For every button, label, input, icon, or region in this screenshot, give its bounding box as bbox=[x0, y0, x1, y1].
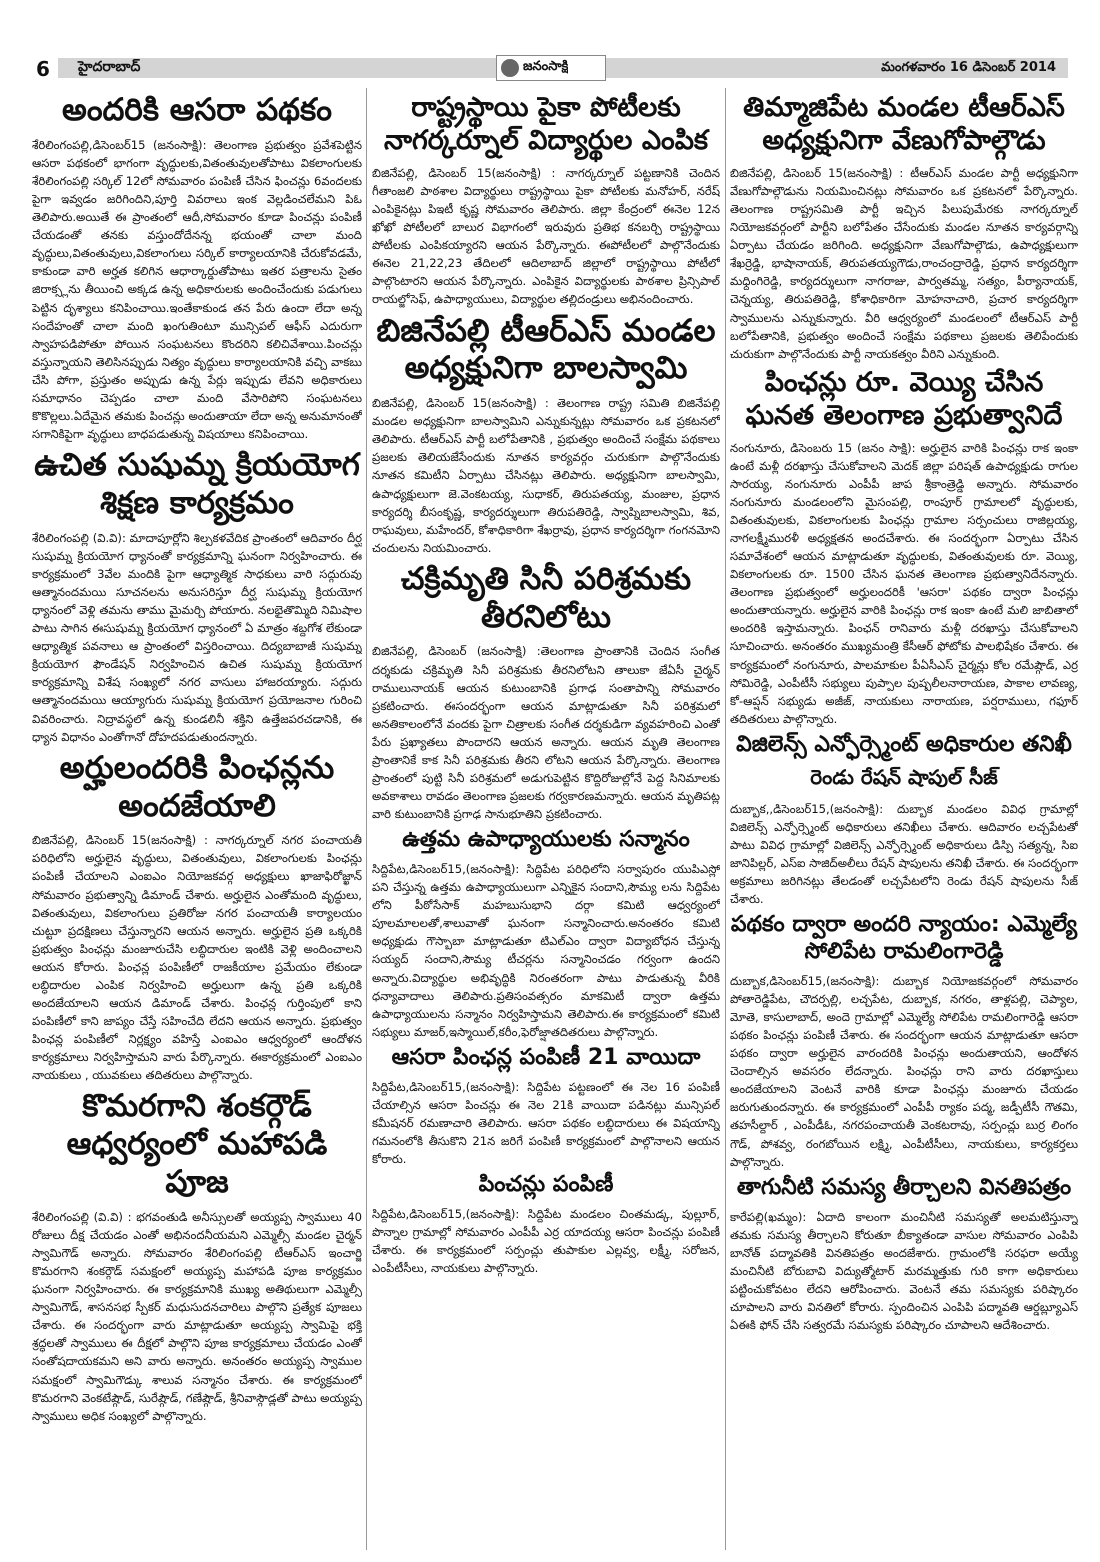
article-body: బిజినేపల్లి, డిసెంబర్ 15(జనంసాక్షి) : టీఆర్ఎస్ మండల పార్టీ అధ్యక్షునిగా వేణుగోపాల్గౌడును నియమించినట్లు సోమవారం ఒక ప్రకటనలో పేర్కొన్నారు. తెలంగాణ రాష్ట్రసమితి పార్టీ ఇచ్చిన పిలుపుమేరకు నాగర్కర్నూల్ నియోజకవర్గంలో పార్టీని బలోపేతం చేసేందుకు మండల నూతన కార్యవర్గాన్ని ఏర్పాటు చేయడం జరిగింది. అధ్యక్షునిగా వేణుగోపాల్గౌడు, ఉపాధ్యక్షులుగా శేఖర్రెడ్డి, భాషానాయక్, తిరుపతయ్యగౌడు,రాంచంద్రారెడ్డి, ప్రధాన కార్యదర్శిగా మధ్దింగిరెడ్డి, కార్యదర్శులుగా నాగరాజు, పార్వతమ్మ, సత్యం, పీర్యానాయక్, చెన్నయ్య, తిరుపతిరెడ్డి, కోశాధికారిగా మోహనాచారి, ప్రచార కార్యదర్శిగా స్వాములను ఎన్నుకున్నారు. వీరి ఆధ్వర్యంలో మండలంలో టీఆర్ఎస్ పార్టీ బలోపేతానికి, ప్రభుత్వం అందించే సంక్షేమ పథకాలు ప్రజలకు తెలిపేందుకు చురుకుగా పాల్గొనేందుకు పార్టీ నాయకత్వం వీరిని ఎన్నుకుంది. bbox=[730, 165, 1078, 361]
article-headline: విజిలెన్స్ ఎన్ఫోర్స్మెంట్ అధికారుల తనిఖీ bbox=[736, 731, 1072, 757]
column-2 bbox=[372, 88, 720, 1550]
article-body: దుబ్బాక,,డిసెంబర్15,(జనంసాక్షి): దుబ్బాక మండలం వివిధ గ్రామాల్లో విజిలెన్స్ ఎన్ఫోర్స్మెంట్ అధికారులు తనిఖీలు చేశారు. ఆదివారం లచ్చపేటతో పాటు వివిధ గ్రామాల్లో విజిలెన్స్ ఎన్ఫోర్స్మెంట్ అధికారులు డిస్పి సత్యన్న, సిఐ జానిపిల్లర్, ఎస్ఐ సాజిద్అలీలు రేషన్ షాపులను తనిఖీ చేశారు. ఈ సందర్భంగా అక్రమాలు జరిగినట్లు తేలడంతో లచ్చపేటలోని రెండు రేషన్ షాపులను సీజ్ చేశారు. bbox=[730, 801, 1078, 907]
article bbox=[32, 1088, 362, 1424]
article bbox=[372, 1172, 720, 1277]
article-headline: చక్రిమృతి సినీ పరిశ్రమకు తీరనిలోటు bbox=[400, 560, 692, 635]
article bbox=[32, 447, 362, 746]
article-headline: తిమ్మాజిపేట మండల టీఆర్ఎస్ అధ్యక్షునిగా వేణుగోపాల్గౌడు bbox=[743, 92, 1065, 156]
article-body: సిద్దిపేట,డిసెంబర్15,(జనంసాక్షి): సిద్దిపేట పరిధిలోని సర్వాపురం యుపిఎస్లో పని చేస్తున్న ఉత్తమ ఉపాధ్యాయులుగా ఎన్నికైన సందాని,సౌమ్య లను సిద్దిపేట లోని పీఠోసేసాక్ మహబుసుభాని దర్గా కమిటి ఆధ్వర్యంలో పూలమాలలతో,శాలువాతో ఘనంగా సన్మానించారు.అనంతరం కమిటి అధ్యక్షుడు గౌస్బాబా మాట్లాడుతూ టిఎల్ఎం ద్వారా విద్యాబోధన చేస్తున్న సయ్యద్ సందాని,సౌమ్య టీచర్లను సన్మానించడం గర్వంగా ఉందని అన్నారు.విద్యార్థుల అభివృద్ధికి నిరంతరంగా పాటు పాడుతున్న వీరికి ధన్యావాదాలు తెలిపారు.ప్రతిసంవత్సరం మాకమిటీ ద్వారా ఉత్తమ ఉపాధ్యాయులను సన్మానం నిర్వహిస్తామని తెలిపారు.ఈ కార్యక్రమంలో కమిటి సభ్యులు మాజర్,ఇస్మాయిల్,కరీం,ఫెరోజ్షాతదితరులు పాల్గొన్నారు. bbox=[372, 862, 720, 1039]
article-headline: రాష్ట్రస్థాయి పైకా పోటీలకు నాగర్కర్నూల్ విద్యార్థుల ఎంపిక bbox=[383, 92, 709, 156]
article bbox=[32, 92, 362, 443]
article-headline: ఉత్తమ ఉపాధ్యాయులకు సన్మానం bbox=[402, 827, 690, 853]
article-headline: బిజినేపల్లి టీఆర్ఎస్ మండల అధ్యక్షునిగా బాలస్వామి bbox=[376, 312, 716, 387]
article bbox=[372, 827, 720, 1041]
edition-date: మంగళవారం 16 డిసెంబర్ 2014 bbox=[881, 60, 1056, 75]
article-headline: ఉచిత సుషుమ్న క్రియయోగ శిక్షణ కార్యక్రమం bbox=[34, 447, 360, 521]
article bbox=[730, 912, 1078, 1171]
article-headline: పథకం ద్వారా అందరి న్యాయం: ఎమ్మెల్యే సోలిపేట రామలింగారెడ్డి bbox=[730, 912, 1078, 964]
article bbox=[32, 750, 362, 1085]
page-header bbox=[0, 0, 1100, 80]
column-divider bbox=[725, 88, 726, 1550]
edition-place: హైదరాబాద్ bbox=[78, 59, 141, 75]
newspaper-logo bbox=[496, 55, 606, 81]
article-body: బిజినేపల్లి, డిసెంబర్ 15(జనంసాక్షి) : నాగర్కర్నూల్ పట్టణానికి చెందిన గీతాంజలి పాఠశాల విద్యార్థులు రాష్ట్రస్థాయి పైకా పోటీలకు మనోహర్, నరేష్ ఎంపికైనట్లు పిఇటీ కృష్ణ సోమవారం తెలిపారు. జిల్లా కేంద్రంలో ఈనెల 12న ఖోఖో పోటీలలో బాలుర విభాగంలో ఇరువురు ప్రతిభ కనబర్చి రాష్ట్రస్థాయి పోటీలకు ఎంపికయ్యారని ఆయన పేర్కొన్నారు. ఈపోటీలలో పాల్గొనేందుకు ఈనెల 21,22,23 తేదిలలో ఆదిలాబాద్ జిల్లాలో రాష్ట్రస్థాయి పోటీలో పాల్గొంటారని ఆయన పేర్కొన్నారు. ఎంపికైన విద్యార్థులకు పాఠశాల ప్రిన్సిపాల్ రాయల్జోసెఫ్, ఉపాధ్యాయులు, విద్యార్థుల తల్లిదండ్రులు అభినందించారు. bbox=[372, 165, 720, 307]
article-headline: అర్హులందరికి పింఛన్లను అందజేయాలి bbox=[59, 749, 335, 824]
article bbox=[372, 1045, 720, 1168]
column-divider bbox=[366, 88, 367, 1550]
article bbox=[730, 367, 1078, 728]
article-headline: అందరికి ఆసరా పథకం bbox=[62, 92, 332, 128]
article-body: సిద్దిపేట,డిసెంబర్15,(జనంసాక్షి): సిద్దిపేట పట్టణంలో ఈ నెల 16 పంపిణీ చేయాల్సిన ఆసరా పించన్లు ఈ నెల 21కి వాయిదా పడినట్లు మున్సిపల్ కమీషనర్ రమణాచారి తెలిపారు. ఆసరా పథకం లబ్ధిదారులు ఈ విషయాన్ని గమనంలోకి తీసుకొని 21న జరిగే పంపిణీ కార్యక్రమంలో పాల్గొనాలని ఆయన కోరారు. bbox=[372, 1079, 720, 1166]
article bbox=[372, 313, 720, 557]
article-headline: కొమరగాని శంకర్గౌడ్ ఆధ్వర్యంలో మహాపడి పూజ bbox=[66, 1088, 328, 1201]
article-headline: పించన్లు పంపిణీ bbox=[478, 1172, 614, 1198]
article-body: బిజినేపల్లి, డిసెంబర్ 15(జనంసాక్షి) : తెలంగాణ రాష్ట్ర సమితి బిజినేపల్లి మండల అధ్యక్షునిగా బాలస్వామిని ఎన్నుకున్నట్లు సోమవారం ఒక ప్రకటనలో తెలిపారు. టీఆర్ఎస్ పార్టీ బలోపేతానికి , ప్రభుత్వం అందించే సంక్షేమ పథకాలు ప్రజలకు తెలియజేసేందుకు నూతన కార్యవర్గం చురుకుగా పాల్గొనేందుకు నూతన కమిటీని ఏర్పాటు చేసినట్లు తెలిపారు. అధ్యక్షునిగా బాలస్వామి, ఉపాధ్యక్షులుగా జె.వెంకటయ్య, సుధాకర్, తిరుపతయ్య, మంజుల, ప్రధాన కార్యదర్శి బీసంకృష్ణ, కార్యదర్శులుగా తిరుపతిరెడ్డి, స్వాప్నిబాలస్వామి, శివ, రాఘవులు, మహేందర్, కోశాధికారిగా శేఖర్రావు, ప్రధాన కార్యదర్శిగా గంగనమోని చందులను నియమించారు. bbox=[372, 396, 720, 555]
article bbox=[372, 92, 720, 309]
article-body: శేరిలింగంపల్లి,డిసెంబర్15 (జనంసాక్షి): తెలంగాణ ప్రభుత్వం ప్రవేశపెట్టిన ఆసరా పథకంలో భాగంగా వృద్ధులకు,వితంతువులతోపాటు వికలాంగులకు శేరిలింగంపల్లి సర్కిల్ 12లో సోమవారం పంపిణీ చేసిన ఫించన్లు 6వందలకు పైగా ఇవ్వడం జరిగిందిని,పూర్తి వివరాలు ఇంక వెల్లడించలేమని పిఓ తెలిపారు.అయితే ఈ ప్రాంతంలో ఆదీ,సోమవారం కూడా పించన్లు పంపిణీ చేయడంతో తనకు వస్తుందోదేనన్న భయంతో చాలా మంది వృద్ధులు,వితంతువులు,వికలాంగులు సర్కిల్ కార్యాలయానికి చేరుకోవడమే, కాకుండా వారి అర్హత కలిగిన ఆధార్కార్డుతోపాటు ఇతర పత్రాలను సైతం జిరాక్స్లను తీయించి అక్కడ ఉన్న అధికారులకు అందించేందుకు పడుగులు పెట్టిన దృశ్యాలు కనిపించాయి.ఇంతేకాకుండ తన పేరు ఉందా లేదా అన్న సందేహంతో చాలా మంది ఖంగుతింటూ మున్సిపల్ ఆఫీస్ ఎదురుగా స్వాహపడిపోతూ పోయిన సంఘటనలు కొందరిని కలిచివేశాయి.పించన్లు వస్తున్నాయని తెలిసినప్పుడు నిత్యం వృద్ధులు కార్యాలయానికి వచ్చి వాకబు చేసి పోగా, ప్రస్తుతం అప్పుడు ఉన్న పేర్లు ఇప్పుడు లేవని అధికారులు సమాధానం చెప్పడం చాలా మంది వేసారిపోని సంఘటనలు కొకొల్లలు.ఏదేమైన తమకు పించన్లు అందుతాయా లేదా అన్న అనుమానంతో సగానికిపైగా వృద్ధులు బాధపడుతున్న విషయాలు కనిపించాయి. bbox=[32, 137, 362, 442]
logo-text: జనంసాక్షి bbox=[523, 59, 569, 74]
article-body: నంగునూరు, డిసెంబరు 15 (జనం సాక్షి): అర్హులైన వారికి పింఛన్లు రాక ఇంకా ఉంటే మళ్లీ దరఖాస్తు చేసుకోవాలని మెదక్ జిల్లా పరిషత్ ఉపాధ్యక్షుడు రాగుల సారయ్య, నంగునూరు ఎంపీపీ జాప శ్రీకాంత్రెడ్డి అన్నారు. సోమవారం నంగునూరు మండలంలోని మైసంపల్లి, రాంపూర్ గ్రామాలలో వృద్ధులకు, వితంతువులకు, వికలాంగులకు పింఛన్లు గ్రామాల సర్పంచులు రాజిల్లయ్య, నాగలక్ష్మీమురళీ అధ్యక్షతన అందచేశారు. ఈ సందర్భంగా ఏర్పాటు చేసిన సమావేశంలో ఆయన మాట్లాడుతూ వృద్ధులకు, వితంతువులకు రూ. వెయ్యి, వికలాంగులకు రూ. 1500 చేసిన ఘనత తెలంగాణ ప్రభుత్వానిదేనన్నారు. తెలంగాణ ప్రభుత్వంలో అర్హులందరికీ 'ఆసరా' పథకం ద్వారా పింఛన్లు అందుతాయన్నారు. అర్హులైన వారికి పింఛన్లు రాక ఇంకా ఉంటే మలి జాబితాలో అందరికి ఇస్తామన్నారు. పింఛన్ రానివారు మళ్లీ దరఖాస్తు చేసుకోవాలని సూచించారు. అనంతరం ముఖ్యమంత్రి కేసీఆర్ ఫోటోకు పాలభిషేకం చేశారు. ఈ కార్యక్రమంలో నంగునూరు, పాలమాకుల పీఏసీఎస్ చైర్మన్లు కోల రమేష్గౌడ్, ఎర్ర సోమిరెడ్డి, ఎంపీటీసీ సభ్యులు పుప్పాల పుష్పలీలనారాయణ, పాకాల లావణ్య, కో-ఆప్షన్ సభ్యుడు అజీజ్, నాయకులు నారాయణ, పర్షరాములు, గఫూర్ తదితరులు పాల్గొన్నారు. bbox=[730, 440, 1078, 726]
logo-emblem-icon bbox=[501, 59, 519, 77]
article-subheadline: రెండు రేషన్ షాపుల్ సీజ్ bbox=[810, 764, 998, 789]
article bbox=[372, 561, 720, 823]
article-body: బిజినేపల్లి, డిసెంబర్ (జనంసాక్షి) :తెలంగాణ ప్రాంతానికి చెందిన సంగీత దర్శకుడు చక్రిమృతి సినీ పరిశ్రమకు తీరనిలోటని తాలుకా జేఏసీ చైర్మన్ రాములునాయక్ ఆయన కుటుంబానికి ప్రగాఢ సంతాపాన్ని సోమవారం ప్రకటించారు. ఈసందర్భంగా ఆయన మాట్లాడుతూ సినీ పరిశ్రమలో అనతికాలంలోనే వందకు పైగా చిత్రాలకు సంగీత దర్శకుడిగా వ్యవహరించి ఎంతో పేరు ప్రఖ్యాతలు పొందారని ఆయన అన్నారు. ఆయన మృతి తెలంగాణ ప్రాంతానికే కాక సినీ పరిశ్రమకు తీరని లోటని ఆయన పేర్కొన్నారు. తెలంగాణ ప్రాంతంలో పుట్టి సినీ పరిశ్రమలో అడుగుపెట్టిన కొద్దిరోజుల్లోనే పెద్ద సినిమాలకు అవకాశాలు రావడం తెలంగాణ ప్రజలకు గర్వకారణమన్నారు. ఆయన మృతిపట్ల వారి కుటుంబానికి ప్రగాఢ సానుభూతిని ప్రకటించారు. bbox=[372, 644, 720, 822]
article-body: బిజినేపల్లి, డిసెంబర్ 15(జనంసాక్షి) : నాగర్కర్నూల్ నగర పంచాయతీ పరిధిలోని అర్హులైన వృద్ధులు, వితంతువులు, వికలాంగులకు పింఛన్లు పంపిణీ చేయాలని ఎంఐఎం నియోజకవర్గ అధ్యక్షులు ఖాజాఫిరోజ్ఖాన్ సోమవారం ప్రభుత్వాన్ని డిమాండ్ చేశారు. అర్హులైన ఎంతోమంది వృద్ధులు, వితంతువులు, వికలాంగులు ప్రతిరోజు నగర పంచాయతీ కార్యాలయం చుట్టూ ప్రదక్షిణలు చేస్తున్నారని ఆయన అన్నారు. అర్హులైన ప్రతి ఒక్కరికి ప్రభుత్వం పింఛన్లు మంజూరుచేసి లబ్ధిదారుల ఇంటికి వెళ్లి అందించాలని ఆయన కోరారు. పింఛన్ల పంపిణీలో రాజకీయాల ప్రమేయం లేకుండా లబ్ధిదారుల ఎంపిక నిర్వహించి అర్హులుగా ఉన్న ప్రతి ఒక్కరికి అందజేయాలని ఆయన డిమాండ్ చేశారు. పింఛన్ల గుర్తింపులో కాని పంపిణీలో కాని జాప్యం చేస్తే సహించేది లేదని ఆయన అన్నారు. ప్రభుత్వం పింఛన్ల పంపిణీలో నిర్లక్ష్యం వహిస్తే ఎంఐఎం ఆధ్వర్యంలో ఆందోళన కార్యక్రమాలు నిర్వహిస్తామని వారు పేర్కొన్నారు. ఈకార్యక్రమంలో ఎంఐఎం నాయకులు , యువకులు తదితరులు పాల్గొన్నారు. bbox=[32, 833, 362, 1083]
column-3 bbox=[730, 88, 1078, 1550]
article-headline: ఆసరా పింఛన్ల పంపిణీ 21 వాయిదా bbox=[391, 1044, 701, 1070]
article bbox=[730, 1175, 1078, 1334]
article-body: శేరిలింగంపల్లి (వి.వి): మాదాపూర్లోని శిల్పకళవేదిక ప్రాంతంలో ఆదివారం దీర్ఘ సుషుమ్న క్రియయోగ ధ్యానంతో కార్యక్రమాన్ని ఘనంగా నిర్వహించారు. ఈ కార్యక్రమంలో 3వేల మందికి పైగా ఆధ్యాత్మిక సాధకులు వారి సద్గురువు ఆత్మానందమయి సూచనలను అనుసరిస్తూ దీర్ఘ సుషుమ్న క్రియయోగ ధ్యానంలో వెళ్లి తమను తాము మైమర్చి పోయారు. నలభైతొమ్మిది నిమిషాల పాటు సాగిన ఈసుషుమ్న క్రియయోగ ధ్యానంలో ఏ మాత్రం శబ్దగోశ లేకుండా ఆధ్యాత్మిక పవనాలు ఆ ప్రాంతంలో విస్తరించాయి. దిద్యబాబాజీ సుషుమ్న క్రియయోగ ఫౌండేషన్ నిర్వహించిన ఉచిత సుషుమ్న క్రియయోగ కార్యక్రమాన్ని విశేష సంఖ్యలో నగర వాసులు హాజరయ్యారు. సద్గురు ఆత్మానందమయి ఆయ్యాగురు సుషుమ్న క్రియయోగ ప్రయోజనాల గురించి వివరించారు. నిద్రావస్థలో ఉన్న కుండలినీ శక్తిని ఉత్తేజపరచడానికి, ఈ ధ్యాన విధానం ఎంతోగానో దోహదపడుతుందన్నారు. bbox=[32, 530, 362, 744]
article bbox=[730, 732, 1078, 908]
article-body: సిద్దిపేట,డిసెంబర్15,(జనంసాక్షి): సిద్దిపేట మండలం చింతమడ్క, పుల్లూర్, పొన్నాల గ్రామాల్లో సోమవారం ఎంపీపీ ఎర్ర యాదయ్య ఆసరా పించన్లు పంపిణీ చేశారు. ఈ కార్యక్రమంలో సర్పంచ్లు తుపాకుల ఎల్లవ్వ, లక్ష్మీ, సరోజన, ఎంపీటీసీలు, నాయకులు పాల్గొన్నారు. bbox=[372, 1206, 720, 1276]
article bbox=[730, 92, 1078, 363]
page-number: 6 bbox=[36, 57, 50, 81]
article-headline: పింఛన్లు రూ. వెయ్యి చేసిన ఘనత తెలంగాణ ప్రభుత్వానిదే bbox=[745, 366, 1063, 431]
article-headline: తాగునీటి సమస్య తీర్చాలని వినతిపత్రం bbox=[736, 1174, 1072, 1200]
column-1 bbox=[32, 88, 362, 1550]
article-body: దుబ్బాక,డిసెంబర్15,(జనంసాక్షి): దుబ్బాక నియోజకవర్గంలో సోమవారం పోతారెడ్డిపేట, చౌదర్పల్లి, లచ్చపేట, దుబ్బాక, నగరం, తాళ్లపల్లి, చెప్యాల, మోతె, కాసులాబాద్, అందె గ్రామాల్లో ఎమ్మెల్యే సోలిపేట రామలింగారెడ్డి ఆసరా పథకం పింఛన్లు పంపిణీ చేశారు. ఈ సందర్భంగా ఆయన మాట్లాడుతూ ఆసరా పథకం ద్వారా అర్హులైన వారందరికి పింఛన్లు అందుతాయని, ఆందోళన చెందాల్సిన అవసరం లేదన్నారు. పింఛన్లు రాని వారు దరఖాస్తులు అందజేయాలని వెంటనే వారికి కూడా పింఛన్లు మంజూరు చేయడం జరుగుతుందన్నారు. ఈ కార్యక్రమంలో ఎంపీపీ ర్యాకం పద్మ, జడ్పీటీసీ గౌతమి, తహసీల్దార్ , ఎంపీడీఓ, నగరపంచాయతీ వెంకటరావు, సర్పంచ్లు బుర్ర లింగం గౌడ్, పోశవ్వ, రంగబోయిన లక్ష్మి, ఎంపీటీసీలు, నాయకులు, కార్యకర్తలు పాల్గొన్నారు. bbox=[730, 973, 1078, 1169]
article-body: కారేపల్లి(ఖమ్మం): ఏదాది కాలంగా మంచినీటి సమస్యతో అలమటిస్తున్నా తమకు సమస్య తీర్చాలని కోరుతూ బీక్యాతండా వాసుల సోమవారం ఎంపిపి బానోత్ పద్మావతికి వినతిపత్రం అందజేశారు. గ్రామంలోకి సరఫరా అయ్యే మంచినీటి బోరుబావి విద్యుత్మోటార్ మరమ్మత్తుకు గురి కాగా అధికారులు పట్టించుకోవటం లేదని ఆరోపించారు. వెంటనే తమ సమస్యకు పరిష్కారం చూపాలని వారు వినతిలో కోరారు. స్పందించిన ఎంపిపి పద్మావతి ఆర్డబ్ల్యూఎస్ ఏఈకి ఫోన్ చేసి సత్వరమే సమస్యకు పరిష్కారం చూపాలని ఆదేశించారు. bbox=[730, 1209, 1078, 1332]
article-body: శేరిలింగంపల్లి (వి.వి) : భగవంతుడి అనీస్సులతో అయ్యప్ప స్వాములు 40 రోజులు దీక్ష చేయడం ఎంతో అభినందనీయమని ఎమ్మెల్సీ మండల చైర్మన్ స్వామిగౌడ్ అన్నారు. సోమవారం శేరిలింగంపల్లి టీఆర్ఎస్ ఇంచార్జి కొమరగాని శంకర్గౌడ్ సమక్షంలో అయ్యప్ప మహాపడి పూజ కార్యక్రమం ఘనంగా నిర్వహించారు. ఈ కార్యక్రమానికి ముఖ్య అతిథులుగా ఎమ్మెల్సీ స్వామిగౌడ్, శాసనసభ స్పీకర్ మధుసుదనచారిలు పాల్గొని ప్రత్యేక పూజలు చేశారు. ఈ సందర్భంగా వారు మాట్లాడుతూ అయ్యప్ప స్వామిపై భక్తి శ్రద్ధలతో స్వాములు ఈ దీక్షలో పాల్గొని పూజ కార్యక్రమాలు చేయడం ఎంతో సంతోషదాయకమని అని వారు అన్నారు. అనంతరం అయ్యప్ప స్వాముల సమక్షంలో స్వామిగౌడ్కు శాలువ సన్మానం చేశారు. ఈ కార్యక్రమంలో కొమరగాని వెంకటేష్గౌడ్, సురేష్గౌడ్, గణేష్గౌడ్, శ్రీనివాస్గౌడ్లతో పాటు అయ్యప్ప స్వాములు అధిక సంఖ్యలో పాల్గొన్నారు. bbox=[32, 1209, 362, 1423]
